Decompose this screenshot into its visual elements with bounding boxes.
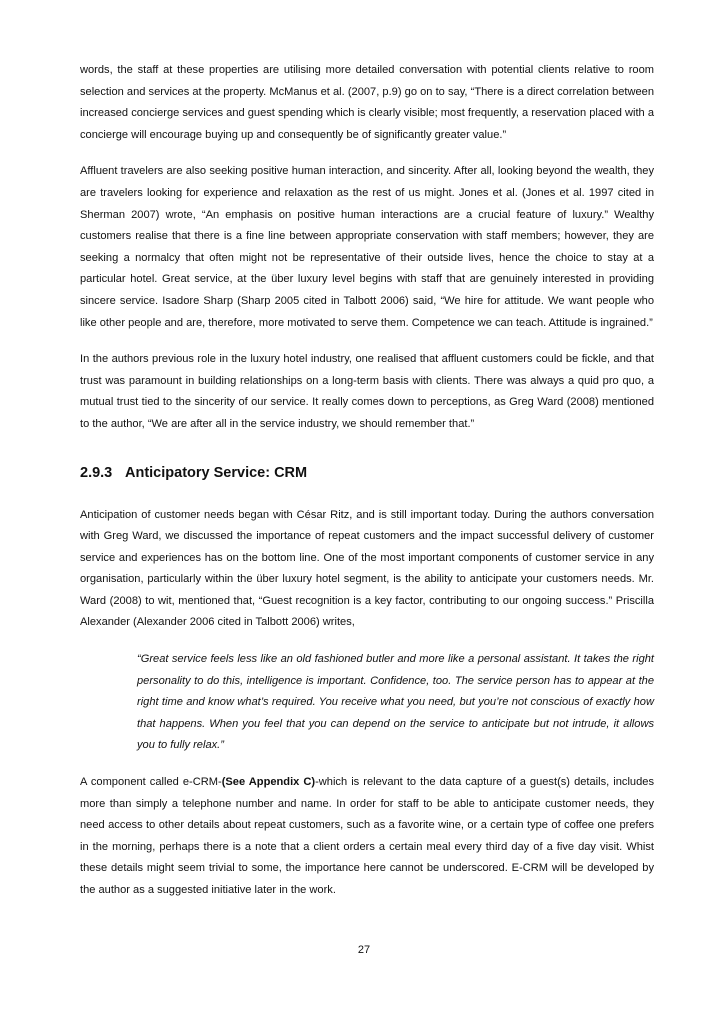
body-paragraph-4: Anticipation of customer needs began with César Ritz, and is still important today. During the authors conversation with Greg Ward, we discussed the importance of repeat customers and the impact successful delivery of customer service and experiences has on the bottom line. One of the most important components of customer service in any organisation, particularly within the über luxury hotel segment, is the ability to anticipate your customers needs. Mr. Ward (2008) to wit, mentioned that, “Guest recognition is a key factor, contributing to our ongoing success.” Priscilla Alexander (Alexander 2006 cited in Talbott 2006) writes, (80, 508, 654, 629)
body-paragraph-3: In the authors previous role in the luxury hotel industry, one realised that affluent customers could be fickle, and that trust was paramount in building relationships on a long-term basis with clients. There was always a quid pro quo, a mutual trust tied to the sincerity of our service. It really comes down to perceptions, as Greg Ward (2008) mentioned to the author, “We are after all in the service industry, we should remember that.” (80, 353, 654, 430)
section-number: 2.9.3 (80, 464, 113, 481)
body-paragraph-5 (80, 772, 654, 902)
page-number: 27 (357, 944, 371, 956)
section-heading (80, 463, 654, 483)
body-paragraph-2: Affluent travelers are also seeking positive human interaction, and sincerity. After all, looking beyond the wealth, they are travelers looking for experience and relaxation as the rest of us might. Jones et al. (Jones et al. 1997 cited in Sherman 2007) wrote, “An emphasis on positive human interactions are a crucial feature of luxury.” Wealthy customers realise that there is a fine line between appropriate conservation with staff members; however, they are seeking a normalcy that often might not be representative of their outside lives, hence the choice to stay at a particular hotel. Great service, at the über luxury level begins with staff that are genuinely interested in providing sincere service. Isadore Sharp (Sharp 2005 cited in Talbott 2006) said, “We hire for attitude. We want people who like other people and are, therefore, more motivated to serve them. Competence we can teach. Attitude is ingrained.” (80, 165, 654, 329)
body-paragraph-1: words, the staff at these properties are utilising more detailed conversation with potential clients relative to room selection and services at the property. McManus et al. (2007, p.9) go on to say, “There is a direct correlation between increased concierge services and guest spending which is clearly visible; most frequently, a reservation placed with a concierge will encourage buying up and consequently be of significantly greater value.” (80, 64, 654, 141)
appendix-reference: (See Appendix C) (221, 776, 316, 789)
paragraph-5-end: -which is relevant to the data capture of a guest(s) details, includes more than simply a telephone number and name. In order for staff to be able to anticipate customer needs, they need access to other details about repeat customers, such as a favorite wine, or a certain type of coffee one prefers in the morning, perhaps there is a note that a client orders a certain meal every third day of a five day visit. Whist these details might seem trivial to some, the importance here cannot be underscored. E-CRM will be developed by the author as a suggested initiative later in the work. (80, 776, 654, 896)
block-quote: “Great service feels less like an old fashioned butler and more like a personal assistant. It takes the right personality to do this, intelligence is important. Confidence, too. The service person has to appear at the right time and know what’s required. You receive what you need, but you’re not conscious of exactly how that happens. When you feel that you can depend on the service to anticipate but not intrude, it allows you to fully relax.” (137, 653, 654, 752)
section-title: Anticipatory Service: CRM (125, 464, 308, 481)
paragraph-5-start: A component called e-CRM- (80, 776, 222, 789)
